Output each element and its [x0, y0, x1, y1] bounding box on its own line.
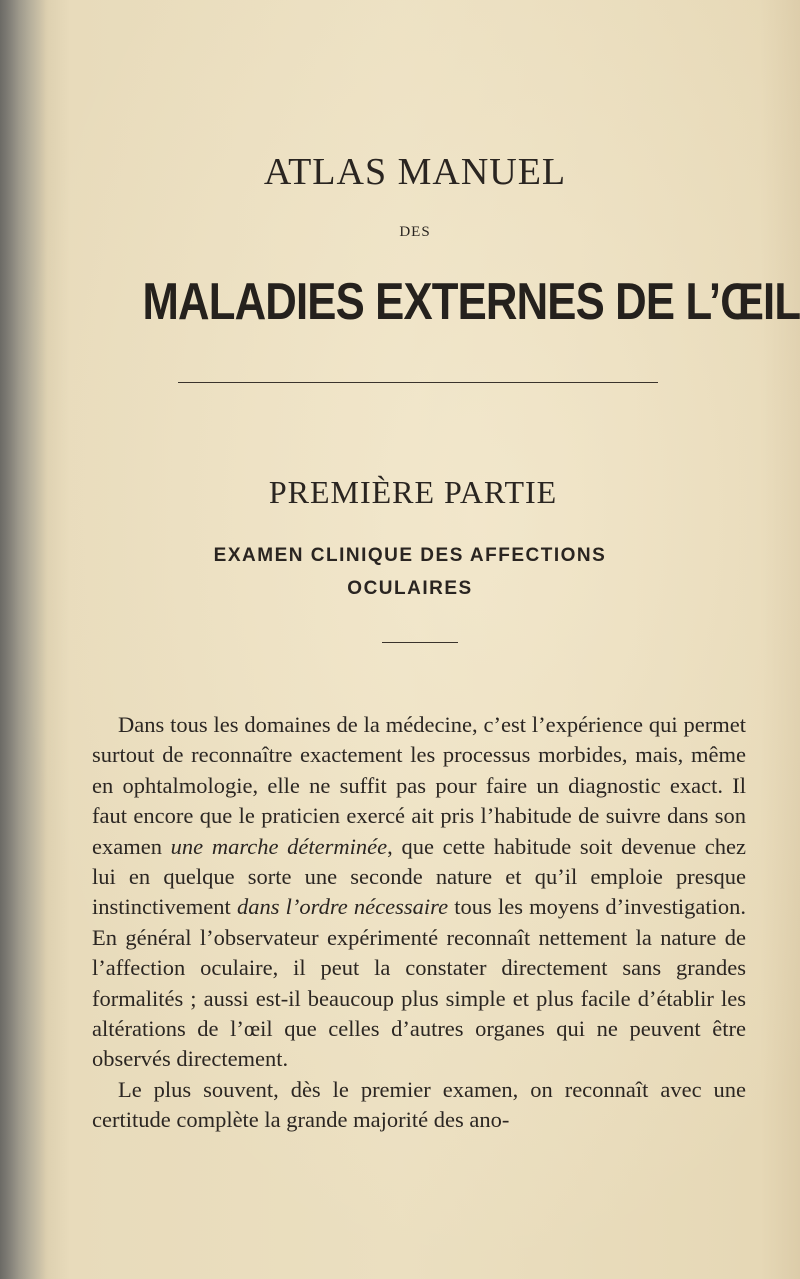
part-subtitle-line1: EXAMEN CLINIQUE DES AFFECTIONS	[213, 545, 607, 566]
paragraph-1	[92, 710, 746, 1075]
horizontal-rule	[178, 382, 658, 383]
part-subtitle	[160, 539, 660, 605]
part-title: PREMIÈRE PARTIE	[268, 474, 558, 510]
title-atlas-manuel: ATLAS MANUEL	[263, 151, 567, 193]
body-text	[92, 710, 746, 1136]
paragraph-1-part-b: , que cette habitude soit devenue chez lui en quelque sorte une seconde nature et qu’il emploie presque instinctivement	[92, 833, 746, 920]
title-maladies-externes: MALADIES EXTERNES DE L’ŒIL	[142, 273, 800, 331]
paragraph-1-part-a: Dans tous les domaines de la médecine, c’est l’expérience qui permet surtout de reconnaître exactement les processus morbides, mais, même en ophtalmologie, elle ne suffit pas pour faire un diagnostic exact. Il faut encore que le praticien exercé ait pris l’habitude de suivre dans son examen	[92, 712, 746, 859]
short-rule	[382, 642, 458, 643]
paragraph-2: Le plus souvent, dès le premier examen, on reconnaît avec une certitude complète la grande majorité des ano-	[92, 1076, 746, 1133]
part-subtitle-line2: OCULAIRES	[347, 578, 473, 599]
paragraph-1-italic-2: dans l’ordre nécessaire	[236, 894, 449, 920]
title-des: DES	[399, 224, 431, 240]
paragraph-1-italic-1: une marche déterminée	[170, 833, 388, 859]
paragraph-1-part-c: tous les moyens d’investigation. En général l’observateur expérimenté reconnaît nettement la nature de l’affection oculaire, il peut la constater directement sans grandes formalités ; aussi est-il beaucoup plus simple et plus facile d’établir les altérations de l’œil que celles d’autres organes qui ne peuvent être observés directement.	[92, 894, 746, 1072]
